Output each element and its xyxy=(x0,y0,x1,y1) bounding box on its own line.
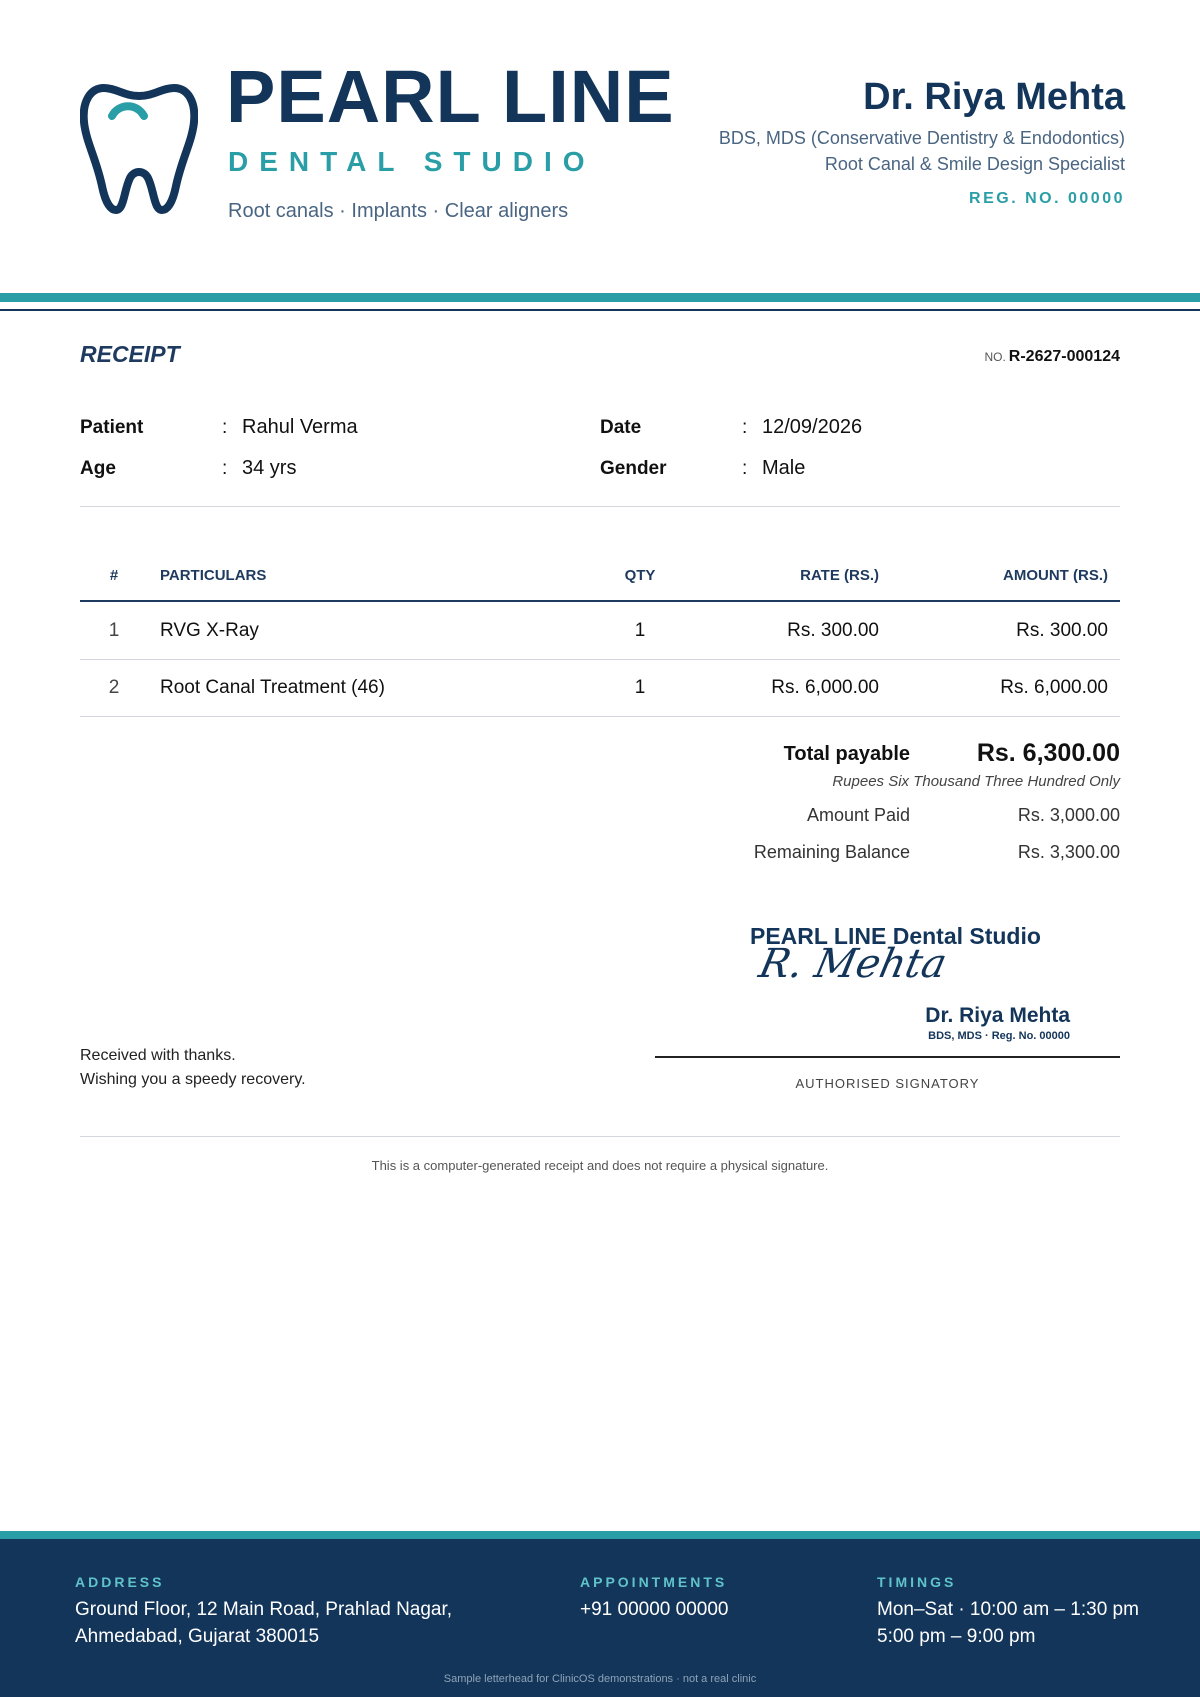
footer-address xyxy=(75,1596,452,1650)
footer-timings-line-2: 5:00 pm – 9:00 pm xyxy=(877,1626,1036,1647)
signature-line xyxy=(655,1056,1120,1058)
footer-timings-label: TIMINGS xyxy=(877,1574,957,1590)
footer-rule-teal xyxy=(0,1531,1200,1539)
remaining-balance-label: Remaining Balance xyxy=(753,842,910,862)
clinic-name: PEARL LINE xyxy=(226,55,675,138)
footer-address-line-1: Ground Floor, 12 Main Road, Prahlad Nagar, xyxy=(75,1599,453,1620)
date-label: Date xyxy=(600,417,642,438)
tooth-logo-icon xyxy=(80,82,198,216)
patient-name: Rahul Verma xyxy=(242,416,358,438)
closing-line-1: Received with thanks. xyxy=(80,1047,236,1064)
footer-appointments-label: APPOINTMENTS xyxy=(580,1574,728,1590)
patient-gender: Male xyxy=(762,457,806,479)
age-colon: : xyxy=(222,458,228,479)
footer-phone: +91 00000 00000 xyxy=(580,1599,729,1620)
doctor-name: Dr. Riya Mehta xyxy=(863,76,1125,118)
table-row xyxy=(80,660,1120,716)
header-rule-teal xyxy=(0,293,1200,302)
row-index: 2 xyxy=(108,677,120,698)
doctor-specialty: Root Canal & Smile Design Specialist xyxy=(824,154,1125,174)
footer-timings-line-1: Mon–Sat · 10:00 am – 1:30 pm xyxy=(877,1599,1139,1620)
footer-timings xyxy=(877,1596,1139,1650)
col-header-index: # xyxy=(109,567,119,584)
row-qty: 1 xyxy=(634,620,646,641)
total-payable-label: Total payable xyxy=(783,743,910,765)
table-header xyxy=(80,568,1120,584)
doctor-registration: REG. NO. 00000 xyxy=(969,190,1125,207)
handwritten-signature: R. Mehta xyxy=(755,941,951,987)
table-bottom-divider xyxy=(80,716,1120,717)
receipt-number xyxy=(984,349,1120,365)
total-payable-value: Rs. 6,300.00 xyxy=(976,739,1120,767)
row-particulars: Root Canal Treatment (46) xyxy=(160,677,385,698)
row-rate: Rs. 6,000.00 xyxy=(771,677,879,698)
patient-label: Patient xyxy=(80,417,144,438)
date-colon: : xyxy=(742,417,748,438)
signature-stamp-credentials: BDS, MDS · Reg. No. 00000 xyxy=(928,1030,1070,1042)
patient-colon: : xyxy=(222,417,228,438)
receipt-date: 12/09/2026 xyxy=(762,416,863,438)
disclaimer-divider xyxy=(80,1136,1120,1137)
col-header-amount: AMOUNT (RS.) xyxy=(1003,567,1108,584)
doctor-qualifications: BDS, MDS (Conservative Dentistry & Endodontics) xyxy=(718,128,1125,148)
row-particulars: RVG X-Ray xyxy=(160,620,259,641)
col-header-qty: QTY xyxy=(624,567,656,584)
footer-address-label: ADDRESS xyxy=(75,1574,165,1590)
col-header-particulars: PARTICULARS xyxy=(160,567,267,584)
amount-paid-value: Rs. 3,000.00 xyxy=(1017,805,1120,825)
receipt-title: RECEIPT xyxy=(80,341,180,367)
gender-colon: : xyxy=(742,458,748,479)
total-in-words: Rupees Six Thousand Three Hundred Only xyxy=(832,773,1120,790)
amount-paid-label: Amount Paid xyxy=(806,805,910,825)
table-row xyxy=(80,602,1120,659)
patient-age: 34 yrs xyxy=(242,457,297,479)
col-header-rate: RATE (RS.) xyxy=(800,567,879,584)
meta-divider xyxy=(80,506,1120,507)
authorised-signatory-label: AUTHORISED SIGNATORY xyxy=(795,1076,980,1091)
disclaimer-text: This is a computer-generated receipt and does not require a physical signature. xyxy=(371,1158,829,1173)
gender-label: Gender xyxy=(600,458,667,479)
clinic-tagline: Root canals · Implants · Clear aligners xyxy=(228,200,569,222)
footer-address-line-2: Ahmedabad, Gujarat 380015 xyxy=(75,1626,320,1647)
footer-note: Sample letterhead for ClinicOS demonstrations · not a real clinic xyxy=(443,1673,757,1685)
clinic-subtitle: DENTAL STUDIO xyxy=(228,146,596,177)
signature-stamp-doctor: Dr. Riya Mehta xyxy=(925,1004,1070,1027)
signature-stamp-studio: PEARL LINE Dental Studio xyxy=(750,923,1041,949)
row-rate: Rs. 300.00 xyxy=(787,620,879,641)
receipt-number-label: NO. xyxy=(984,350,1006,364)
row-amount: Rs. 300.00 xyxy=(1016,620,1108,641)
age-label: Age xyxy=(80,458,116,479)
row-qty: 1 xyxy=(634,677,646,698)
header-rule-navy xyxy=(0,309,1200,311)
closing-message xyxy=(80,1044,306,1092)
closing-line-2: Wishing you a speedy recovery. xyxy=(80,1071,306,1088)
row-index: 1 xyxy=(108,620,120,641)
remaining-balance-value: Rs. 3,300.00 xyxy=(1017,842,1120,862)
row-amount: Rs. 6,000.00 xyxy=(1000,677,1108,698)
receipt-number-value: R-2627-000124 xyxy=(1008,348,1120,365)
